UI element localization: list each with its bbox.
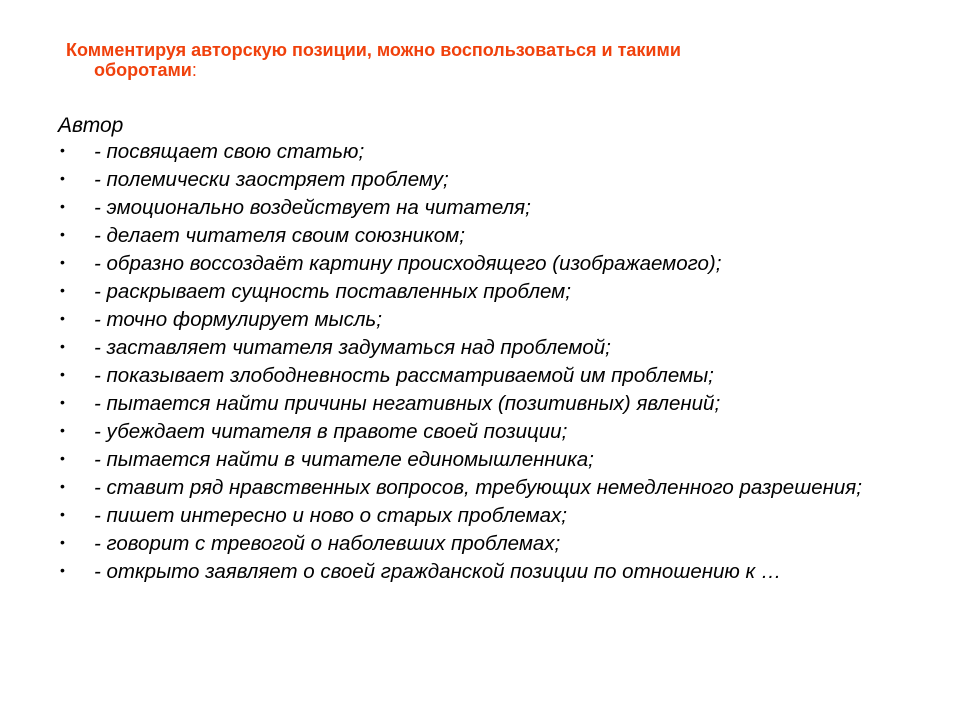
list-item-text: - делает читателя своим союзником; — [94, 224, 465, 247]
lead-text: Автор — [58, 114, 124, 137]
list-item-text: - показывает злободневность рассматриваемой им проблемы; — [94, 364, 714, 387]
bullet-icon: • — [60, 310, 65, 326]
list-item — [58, 252, 918, 275]
list-item-text: - открыто заявляет о своей гражданской позиции по отношению к … — [94, 560, 782, 583]
title-colon: : — [191, 60, 197, 80]
list-item-text: - убеждает читателя в правоте своей позиции; — [94, 420, 568, 443]
title-line-1: Комментируя авторскую позиции, можно воспользоваться и такими — [66, 40, 681, 60]
bullet-icon: • — [60, 394, 65, 410]
list-item-text: - посвящает свою статью; — [94, 140, 365, 163]
list-item — [58, 168, 918, 191]
bullet-icon: • — [60, 338, 65, 354]
slide-title — [66, 40, 886, 80]
bullet-icon: • — [60, 450, 65, 466]
bullet-icon: • — [60, 478, 65, 494]
list-item — [58, 336, 918, 359]
list-item — [58, 448, 918, 471]
list-item — [58, 140, 918, 163]
bullet-list — [58, 140, 918, 588]
list-item — [58, 504, 918, 527]
bullet-icon: • — [60, 142, 65, 158]
bullet-icon: • — [60, 282, 65, 298]
bullet-icon: • — [60, 534, 65, 550]
bullet-icon: • — [60, 506, 65, 522]
list-item-text: - пытается найти в читателе единомышленника; — [94, 448, 594, 471]
list-item — [58, 392, 918, 415]
list-item — [58, 532, 918, 555]
list-item — [58, 364, 918, 387]
list-item-text: - эмоционально воздействует на читателя; — [94, 196, 531, 219]
list-item-text: - заставляет читателя задуматься над проблемой; — [94, 336, 611, 359]
bullet-icon: • — [60, 562, 65, 578]
list-item — [58, 420, 918, 443]
list-item-text: - говорит с тревогой о наболевших проблемах; — [94, 532, 561, 555]
list-item — [58, 224, 918, 247]
title-line-2: оборотами — [94, 60, 192, 80]
bullet-icon: • — [60, 198, 65, 214]
list-item — [58, 308, 918, 331]
list-item-text: - раскрывает сущность поставленных проблем; — [94, 280, 571, 303]
list-item — [58, 196, 918, 219]
list-item — [58, 280, 918, 303]
bullet-icon: • — [60, 254, 65, 270]
list-item-text: - точно формулирует мысль; — [94, 308, 382, 331]
list-item-text: - пишет интересно и ново о старых проблемах; — [94, 504, 567, 527]
list-item-text: - пытается найти причины негативных (позитивных) явлений; — [94, 392, 721, 415]
list-item — [58, 476, 918, 499]
bullet-icon: • — [60, 366, 65, 382]
bullet-icon: • — [60, 226, 65, 242]
bullet-icon: • — [60, 422, 65, 438]
list-item-text: - полемически заостряет проблему; — [94, 168, 449, 191]
list-item — [58, 560, 918, 583]
list-item-text: - образно воссоздаёт картину происходящего (изображаемого); — [94, 252, 722, 275]
list-item-text: - ставит ряд нравственных вопросов, требующих немедленного разрешения; — [94, 476, 862, 499]
bullet-icon: • — [60, 170, 65, 186]
